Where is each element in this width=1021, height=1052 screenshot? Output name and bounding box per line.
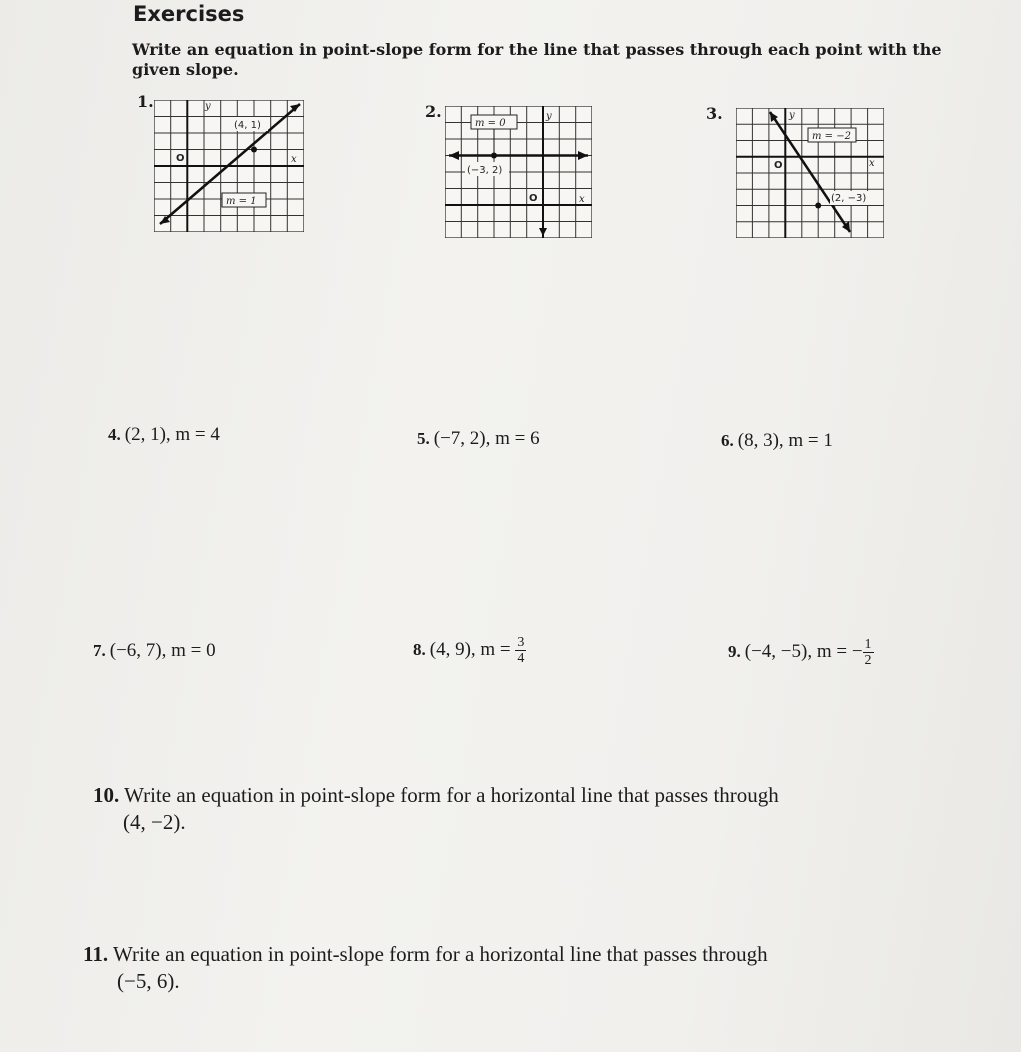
graph-2-origin: O bbox=[529, 193, 538, 204]
graph-3-point-label: (2, −3) bbox=[831, 193, 867, 204]
problem-8 bbox=[413, 635, 526, 666]
problem-11-number: 11. bbox=[83, 942, 109, 966]
graph-3 bbox=[736, 108, 884, 238]
graph-1-y-label: y bbox=[205, 101, 211, 112]
problem-8-denominator: 4 bbox=[517, 651, 525, 666]
problem-10 bbox=[93, 782, 993, 836]
problem-6-text: (8, 3), m = 1 bbox=[737, 430, 833, 451]
graph-2 bbox=[445, 106, 592, 238]
problem-9 bbox=[728, 637, 874, 668]
problem-4-number: 4. bbox=[108, 425, 121, 444]
problem-9-fraction bbox=[863, 637, 874, 668]
graph-3-y-label: y bbox=[789, 110, 795, 121]
problem-5-text: (−7, 2), m = 6 bbox=[433, 428, 540, 449]
graph-3-number: 3. bbox=[706, 104, 723, 123]
graph-2-y-label: y bbox=[546, 111, 552, 122]
problem-8-numerator: 3 bbox=[517, 635, 525, 650]
graph-1-origin: O bbox=[176, 153, 185, 164]
problem-7-text: (−6, 7), m = 0 bbox=[109, 640, 216, 661]
graph-2-number: 2. bbox=[425, 102, 442, 121]
graph-3-slope-label: m = −2 bbox=[812, 131, 851, 142]
problem-8-fraction bbox=[515, 635, 526, 666]
problem-4-text: (2, 1), m = 4 bbox=[124, 424, 220, 445]
graph-2-point-label: (−3, 2) bbox=[467, 165, 503, 176]
exercises-heading: Exercises bbox=[133, 2, 245, 26]
problem-5-number: 5. bbox=[417, 429, 430, 448]
graph-1 bbox=[154, 100, 304, 232]
graph-3-origin: O bbox=[774, 160, 783, 171]
problem-11 bbox=[83, 941, 1003, 995]
problem-10-point: (4, −2). bbox=[123, 810, 186, 834]
graph-1-point-label: (4, 1) bbox=[234, 120, 261, 131]
problem-11-text: Write an equation in point-slope form for a horizontal line that passes through bbox=[112, 942, 768, 966]
problem-6 bbox=[721, 430, 833, 452]
graph-3-x-label: x bbox=[869, 158, 875, 169]
problem-10-number: 10. bbox=[93, 783, 120, 807]
problem-9-denominator: 2 bbox=[864, 653, 872, 668]
problem-9-numerator: 1 bbox=[864, 637, 872, 652]
problem-10-text: Write an equation in point-slope form for a horizontal line that passes through bbox=[124, 783, 779, 807]
instructions: Write an equation in point-slope form for the line that passes through each point with the given slope. bbox=[132, 40, 942, 79]
graph-1-number: 1. bbox=[137, 92, 154, 111]
problem-8-number: 8. bbox=[413, 639, 426, 659]
graph-1-slope-label: m = 1 bbox=[226, 196, 257, 207]
problem-9-number: 9. bbox=[728, 641, 741, 661]
problem-7 bbox=[93, 640, 216, 662]
graph-2-slope-label: m = 0 bbox=[475, 118, 506, 129]
graph-1-x-label: x bbox=[291, 154, 297, 165]
problem-7-number: 7. bbox=[93, 641, 106, 660]
problem-11-point: (−5, 6). bbox=[117, 969, 180, 993]
problem-4 bbox=[108, 424, 220, 446]
problem-8-text: (4, 9), m = bbox=[429, 638, 516, 660]
graph-2-x-label: x bbox=[579, 194, 585, 205]
problem-5 bbox=[417, 428, 540, 450]
problem-9-text: (−4, −5), m = − bbox=[744, 640, 863, 662]
problem-6-number: 6. bbox=[721, 431, 734, 450]
